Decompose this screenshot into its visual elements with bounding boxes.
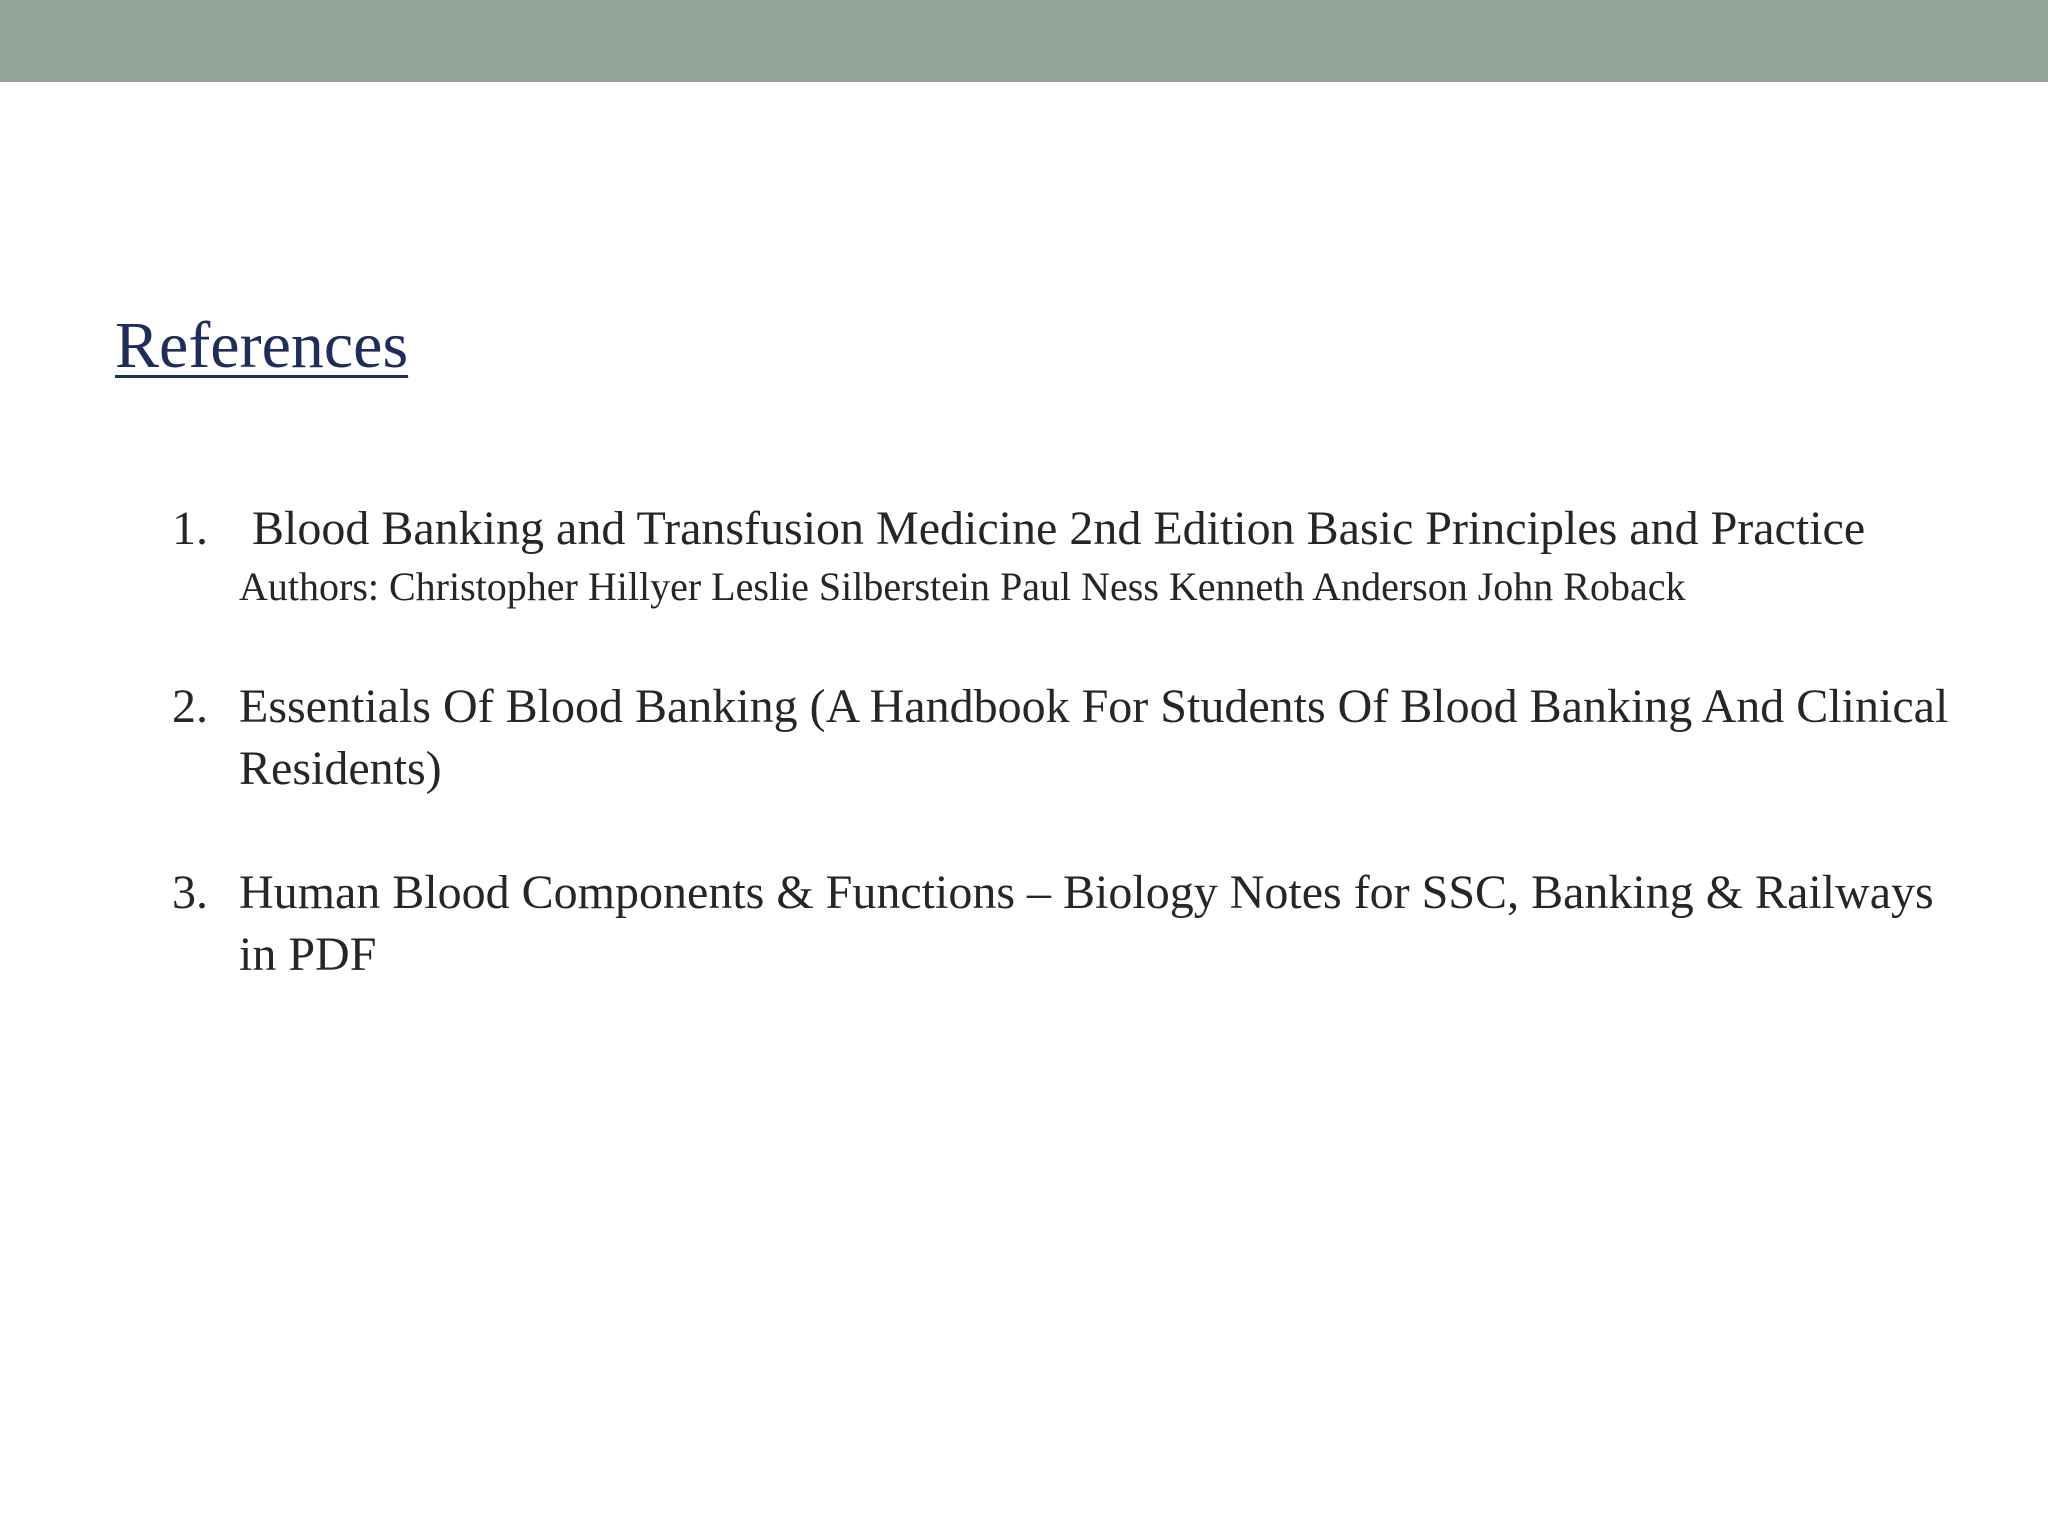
reference-list xyxy=(172,498,2012,986)
reference-number: 2. xyxy=(172,680,208,733)
reference-number: 1. xyxy=(172,502,208,555)
slide-title: References xyxy=(115,309,409,382)
reference-title: Blood Banking and Transfusion Medicine 2nd Edition Basic Principles and Practice xyxy=(252,502,1866,555)
reference-item-1 xyxy=(172,498,2012,614)
reference-title: Human Blood Components & Functions – Biology Notes for SSC, Banking & Railways in PDF xyxy=(239,866,1934,981)
top-banner-bar xyxy=(0,0,2048,82)
reference-item-3 xyxy=(172,862,2012,986)
reference-number: 3. xyxy=(172,866,208,919)
reference-authors: Authors: Christopher Hillyer Leslie Silberstein Paul Ness Kenneth Anderson John Roback xyxy=(239,564,1686,609)
reference-item-2 xyxy=(172,676,2048,800)
reference-title: Essentials Of Blood Banking (A Handbook For Students Of Blood Banking And Clinical Residents) xyxy=(239,680,1949,795)
